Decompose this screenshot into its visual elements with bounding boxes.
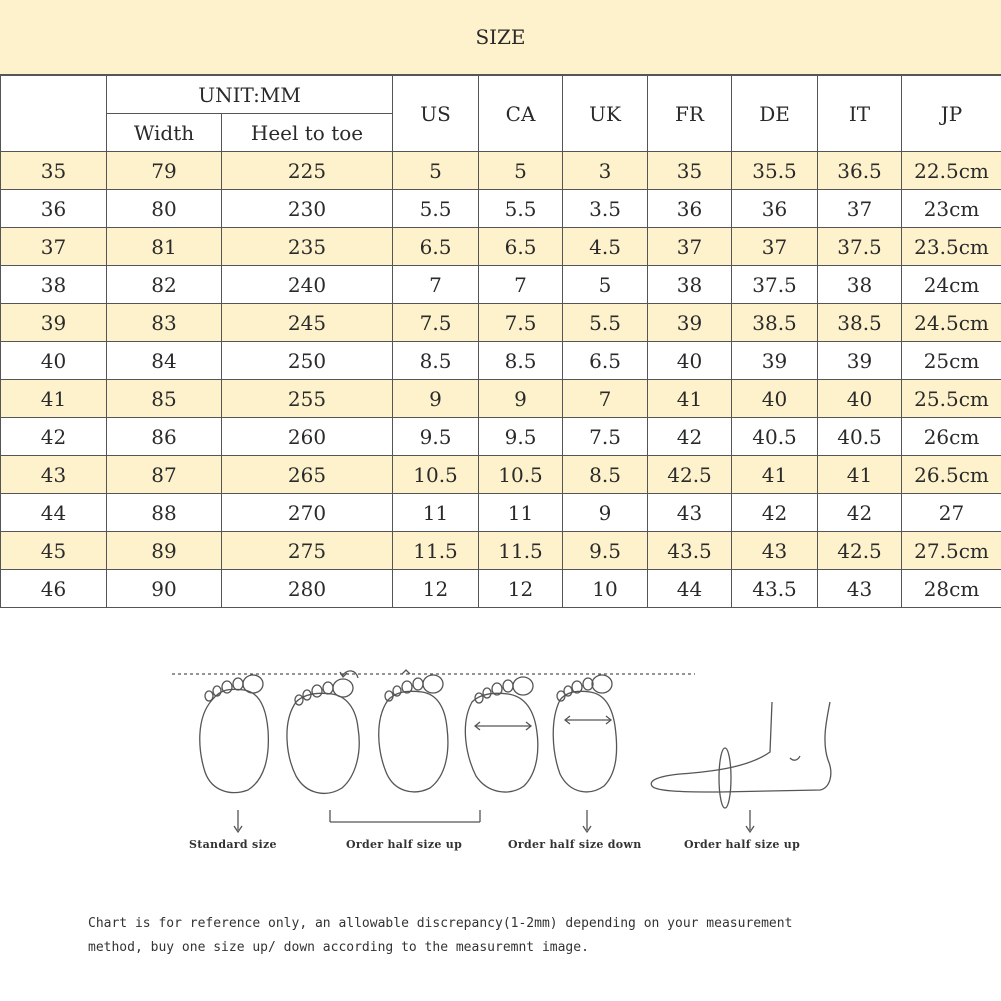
cell-fr: 43	[648, 494, 732, 532]
header-uk: UK	[563, 76, 648, 152]
cell-us: 5.5	[393, 190, 479, 228]
caption-arrows	[234, 810, 754, 832]
cell-ca: 5.5	[479, 190, 563, 228]
disclaimer-line-2: method, buy one size up/ down according to the measuremnt image.	[88, 940, 589, 955]
cell-eu-size: 45	[1, 532, 107, 570]
cell-de: 42	[732, 494, 818, 532]
cell-fr: 40	[648, 342, 732, 380]
cell-ca: 9.5	[479, 418, 563, 456]
cell-it: 42	[818, 494, 902, 532]
cell-us: 7.5	[393, 304, 479, 342]
table-row	[1, 532, 1001, 570]
cell-de: 43.5	[732, 570, 818, 608]
cell-jp: 24cm	[902, 266, 1001, 304]
cell-fr: 41	[648, 380, 732, 418]
cell-eu-size: 39	[1, 304, 107, 342]
cell-de: 36	[732, 190, 818, 228]
cell-uk: 5	[563, 266, 648, 304]
cell-fr: 44	[648, 570, 732, 608]
cell-fr: 35	[648, 152, 732, 190]
cell-uk: 3	[563, 152, 648, 190]
cell-jp: 24.5cm	[902, 304, 1001, 342]
cell-us: 9.5	[393, 418, 479, 456]
cell-width: 84	[107, 342, 222, 380]
cell-us: 11.5	[393, 532, 479, 570]
table-row	[1, 190, 1001, 228]
cell-de: 39	[732, 342, 818, 380]
cell-it: 43	[818, 570, 902, 608]
header-ca: CA	[479, 76, 563, 152]
cell-us: 6.5	[393, 228, 479, 266]
cell-jp: 25.5cm	[902, 380, 1001, 418]
header-heel-to-toe: Heel to toe	[222, 114, 393, 152]
cell-it: 42.5	[818, 532, 902, 570]
cell-heel-to-toe: 270	[222, 494, 393, 532]
table-header-row	[1, 76, 1001, 114]
cell-jp: 27.5cm	[902, 532, 1001, 570]
table-row	[1, 570, 1001, 608]
cell-width: 81	[107, 228, 222, 266]
cell-uk: 7	[563, 380, 648, 418]
size-title-banner	[0, 0, 1001, 75]
cell-eu-size: 42	[1, 418, 107, 456]
cell-ca: 7.5	[479, 304, 563, 342]
foot-half-down-1-icon	[465, 677, 537, 792]
cell-us: 8.5	[393, 342, 479, 380]
cell-it: 38.5	[818, 304, 902, 342]
cell-heel-to-toe: 245	[222, 304, 393, 342]
cell-uk: 6.5	[563, 342, 648, 380]
cell-heel-to-toe: 235	[222, 228, 393, 266]
cell-fr: 36	[648, 190, 732, 228]
cell-de: 41	[732, 456, 818, 494]
cell-heel-to-toe: 250	[222, 342, 393, 380]
cell-eu-size: 43	[1, 456, 107, 494]
cell-width: 90	[107, 570, 222, 608]
foot-side-view-icon	[651, 702, 831, 808]
header-width: Width	[107, 114, 222, 152]
cell-ca: 11.5	[479, 532, 563, 570]
cell-jp: 26cm	[902, 418, 1001, 456]
cell-heel-to-toe: 255	[222, 380, 393, 418]
cell-ca: 6.5	[479, 228, 563, 266]
cell-jp: 23.5cm	[902, 228, 1001, 266]
cell-us: 12	[393, 570, 479, 608]
cell-eu-size: 38	[1, 266, 107, 304]
cell-ca: 11	[479, 494, 563, 532]
foot-half-down-2-icon	[553, 675, 616, 792]
cell-us: 5	[393, 152, 479, 190]
cell-width: 82	[107, 266, 222, 304]
cell-de: 40.5	[732, 418, 818, 456]
cell-ca: 10.5	[479, 456, 563, 494]
cell-width: 79	[107, 152, 222, 190]
cell-ca: 12	[479, 570, 563, 608]
table-row	[1, 494, 1001, 532]
cell-de: 38.5	[732, 304, 818, 342]
cell-it: 40.5	[818, 418, 902, 456]
cell-it: 41	[818, 456, 902, 494]
cell-uk: 5.5	[563, 304, 648, 342]
cell-heel-to-toe: 260	[222, 418, 393, 456]
cell-ca: 5	[479, 152, 563, 190]
cell-jp: 26.5cm	[902, 456, 1001, 494]
cell-de: 40	[732, 380, 818, 418]
disclaimer-note	[88, 912, 968, 960]
cell-it: 40	[818, 380, 902, 418]
table-row	[1, 342, 1001, 380]
cell-us: 11	[393, 494, 479, 532]
cell-us: 9	[393, 380, 479, 418]
cell-width: 86	[107, 418, 222, 456]
cell-eu-size: 40	[1, 342, 107, 380]
header-it: IT	[818, 76, 902, 152]
cell-heel-to-toe: 265	[222, 456, 393, 494]
cell-fr: 42.5	[648, 456, 732, 494]
cell-eu-size: 37	[1, 228, 107, 266]
cell-de: 37.5	[732, 266, 818, 304]
cell-jp: 22.5cm	[902, 152, 1001, 190]
cell-fr: 42	[648, 418, 732, 456]
cell-it: 39	[818, 342, 902, 380]
cell-it: 36.5	[818, 152, 902, 190]
cell-ca: 7	[479, 266, 563, 304]
header-us: US	[393, 76, 479, 152]
cell-jp: 28cm	[902, 570, 1001, 608]
foot-standard-icon	[200, 675, 269, 793]
cell-fr: 39	[648, 304, 732, 342]
cell-jp: 25cm	[902, 342, 1001, 380]
cell-eu-size: 35	[1, 152, 107, 190]
cell-width: 87	[107, 456, 222, 494]
foot-measurement-diagram	[0, 640, 1001, 870]
cell-width: 88	[107, 494, 222, 532]
cell-eu-size: 44	[1, 494, 107, 532]
table-row	[1, 418, 1001, 456]
cell-uk: 8.5	[563, 456, 648, 494]
table-row	[1, 228, 1001, 266]
cell-de: 37	[732, 228, 818, 266]
table-row	[1, 152, 1001, 190]
cell-eu-size: 41	[1, 380, 107, 418]
cell-uk: 7.5	[563, 418, 648, 456]
cell-width: 80	[107, 190, 222, 228]
cell-uk: 9.5	[563, 532, 648, 570]
cell-fr: 43.5	[648, 532, 732, 570]
cell-ca: 9	[479, 380, 563, 418]
caption-half-size-down: Order half size down	[508, 838, 642, 851]
cell-us: 7	[393, 266, 479, 304]
cell-width: 85	[107, 380, 222, 418]
header-jp: JP	[902, 76, 1001, 152]
table-row	[1, 266, 1001, 304]
header-fr: FR	[648, 76, 732, 152]
cell-width: 89	[107, 532, 222, 570]
size-title: SIZE	[475, 25, 526, 49]
cell-heel-to-toe: 225	[222, 152, 393, 190]
table-row	[1, 456, 1001, 494]
cell-uk: 4.5	[563, 228, 648, 266]
cell-eu-size: 36	[1, 190, 107, 228]
table-body	[1, 152, 1001, 608]
cell-uk: 10	[563, 570, 648, 608]
size-chart-table	[0, 75, 1001, 608]
corner-cell	[1, 76, 107, 152]
cell-de: 35.5	[732, 152, 818, 190]
caption-half-size-up-2: Order half size up	[684, 838, 801, 851]
cell-uk: 3.5	[563, 190, 648, 228]
caption-half-size-up-1: Order half size up	[346, 838, 463, 851]
cell-eu-size: 46	[1, 570, 107, 608]
cell-heel-to-toe: 240	[222, 266, 393, 304]
cell-de: 43	[732, 532, 818, 570]
cell-fr: 37	[648, 228, 732, 266]
cell-jp: 27	[902, 494, 1001, 532]
table-row	[1, 304, 1001, 342]
cell-ca: 8.5	[479, 342, 563, 380]
foot-half-up-1-icon	[287, 671, 359, 793]
cell-width: 83	[107, 304, 222, 342]
header-de: DE	[732, 76, 818, 152]
cell-it: 38	[818, 266, 902, 304]
cell-fr: 38	[648, 266, 732, 304]
unit-header: UNIT:MM	[107, 76, 393, 114]
cell-heel-to-toe: 275	[222, 532, 393, 570]
caption-standard-size: Standard size	[189, 838, 277, 851]
foot-half-up-2-icon	[379, 670, 448, 792]
cell-it: 37	[818, 190, 902, 228]
cell-it: 37.5	[818, 228, 902, 266]
cell-jp: 23cm	[902, 190, 1001, 228]
cell-heel-to-toe: 230	[222, 190, 393, 228]
cell-heel-to-toe: 280	[222, 570, 393, 608]
table-row	[1, 380, 1001, 418]
cell-us: 10.5	[393, 456, 479, 494]
cell-uk: 9	[563, 494, 648, 532]
disclaimer-line-1: Chart is for reference only, an allowable discrepancy(1-2mm) depending on your measurement	[88, 916, 793, 931]
